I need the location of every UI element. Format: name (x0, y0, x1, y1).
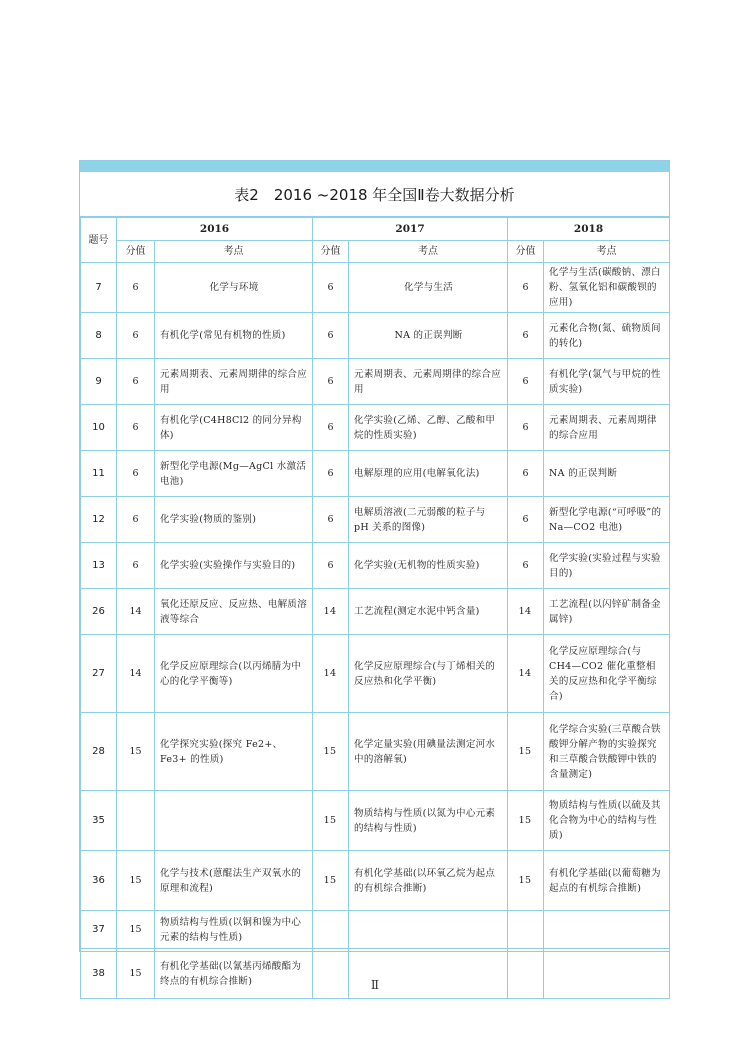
topic-2017: 化学反应原理综合(与丁烯相关的反应热和化学平衡) (349, 635, 508, 713)
topic-2018: NA 的正误判断 (544, 451, 670, 497)
table-title: 表2 2016 ~2018 年全国Ⅱ卷大数据分析 (80, 172, 669, 217)
score-2018: 6 (508, 359, 544, 405)
topic-2016: 新型化学电源(Mg—AgCl 水激活电池) (155, 451, 313, 497)
question-number: 8 (81, 313, 117, 359)
score-2017: 6 (313, 263, 349, 313)
score-2016: 6 (117, 405, 155, 451)
table-row (81, 405, 670, 451)
score-2017: 6 (313, 451, 349, 497)
topic-2017: 化学定量实验(用碘量法测定河水中的溶解氧) (349, 713, 508, 791)
table-row (81, 791, 670, 851)
question-number: 7 (81, 263, 117, 313)
header-year-2017: 2017 (313, 218, 508, 241)
data-table (80, 217, 670, 999)
header-year-2016: 2016 (117, 218, 313, 241)
question-number: 28 (81, 713, 117, 791)
question-number: 13 (81, 543, 117, 589)
topic-2017: 物质结构与性质(以氮为中心元素的结构与性质) (349, 791, 508, 851)
score-2018: 6 (508, 543, 544, 589)
score-2016: 14 (117, 589, 155, 635)
score-2016: 6 (117, 497, 155, 543)
question-number: 38 (81, 949, 117, 999)
topic-2018: 化学实验(实验过程与实验目的) (544, 543, 670, 589)
topic-2018: 物质结构与性质(以硫及其化合物为中心的结构与性质) (544, 791, 670, 851)
table-row (81, 543, 670, 589)
score-2017: 14 (313, 589, 349, 635)
topic-2017: NA 的正误判断 (349, 313, 508, 359)
score-2017: 6 (313, 313, 349, 359)
topic-2017: 电解原理的应用(电解氧化法) (349, 451, 508, 497)
score-2018: 15 (508, 851, 544, 911)
score-2016: 6 (117, 543, 155, 589)
topic-2018: 有机化学(氯气与甲烷的性质实验) (544, 359, 670, 405)
question-number: 37 (81, 911, 117, 949)
score-2017: 14 (313, 635, 349, 713)
score-2018: 6 (508, 263, 544, 313)
topic-2018: 有机化学基础(以葡萄糖为起点的有机综合推断) (544, 851, 670, 911)
page-number: Ⅱ (370, 978, 380, 992)
score-2017: 6 (313, 543, 349, 589)
topic-2016: 化学与环境 (155, 263, 313, 313)
topic-2016: 化学实验(物质的鉴别) (155, 497, 313, 543)
table-row (81, 911, 670, 949)
topic-2018: 元素周期表、元素周期律的综合应用 (544, 405, 670, 451)
score-2017: 15 (313, 791, 349, 851)
table-row (81, 851, 670, 911)
question-number: 10 (81, 405, 117, 451)
score-2018: 6 (508, 405, 544, 451)
topic-2017: 化学与生活 (349, 263, 508, 313)
header-year-2018: 2018 (508, 218, 670, 241)
question-number: 35 (81, 791, 117, 851)
table-row (81, 589, 670, 635)
topic-2016 (155, 791, 313, 851)
topic-2016: 化学反应原理综合(以丙烯腈为中心的化学平衡等) (155, 635, 313, 713)
topic-2018: 化学与生活(碳酸钠、漂白粉、氢氧化铝和碳酸钡的应用) (544, 263, 670, 313)
score-2018: 15 (508, 791, 544, 851)
score-2016: 15 (117, 949, 155, 999)
score-2017: 6 (313, 405, 349, 451)
score-2017 (313, 911, 349, 949)
score-2016: 6 (117, 313, 155, 359)
question-number: 27 (81, 635, 117, 713)
topic-2016: 化学与技术(蒽醌法生产双氧水的原理和流程) (155, 851, 313, 911)
topic-2016: 化学实验(实验操作与实验目的) (155, 543, 313, 589)
table-row (81, 451, 670, 497)
header-topic-2016: 考点 (155, 241, 313, 263)
header-question-no: 题号 (81, 218, 117, 263)
topic-2017: 有机化学基础(以环氧乙烷为起点的有机综合推断) (349, 851, 508, 911)
question-number: 36 (81, 851, 117, 911)
header-score-2018: 分值 (508, 241, 544, 263)
topic-2016: 有机化学基础(以氰基丙烯酸酯为终点的有机综合推断) (155, 949, 313, 999)
header-topic-2018: 考点 (544, 241, 670, 263)
score-2018: 6 (508, 313, 544, 359)
score-2016: 15 (117, 851, 155, 911)
topic-2017: 化学实验(乙烯、乙醇、乙酸和甲烷的性质实验) (349, 405, 508, 451)
table-row (81, 263, 670, 313)
score-2016: 6 (117, 263, 155, 313)
topic-2016: 物质结构与性质(以铜和镍为中心元素的结构与性质) (155, 911, 313, 949)
score-2018: 14 (508, 589, 544, 635)
data-table-frame (79, 160, 670, 987)
score-2017: 6 (313, 359, 349, 405)
question-number: 11 (81, 451, 117, 497)
score-2017: 15 (313, 713, 349, 791)
table-row (81, 635, 670, 713)
topic-2016: 元素周期表、元素周期律的综合应用 (155, 359, 313, 405)
table-row (81, 713, 670, 791)
table-row (81, 497, 670, 543)
header-topic-2017: 考点 (349, 241, 508, 263)
score-2016: 6 (117, 451, 155, 497)
score-2018: 6 (508, 451, 544, 497)
question-number: 26 (81, 589, 117, 635)
topic-2018 (544, 911, 670, 949)
score-2018: 15 (508, 713, 544, 791)
score-2016 (117, 791, 155, 851)
topic-2018: 化学综合实验(三草酸合铁酸钾分解产物的实验探究和三草酸合铁酸钾中铁的含量测定) (544, 713, 670, 791)
question-number: 9 (81, 359, 117, 405)
topic-2018: 化学反应原理综合(与 CH4—CO2 催化重整相关的反应热和化学平衡综合) (544, 635, 670, 713)
topic-2017: 工艺流程(测定水泥中钙含量) (349, 589, 508, 635)
score-2017: 6 (313, 497, 349, 543)
topic-2018: 工艺流程(以闪锌矿制备金属锌) (544, 589, 670, 635)
topic-2016: 有机化学(C4H8Cl2 的同分异构体) (155, 405, 313, 451)
header-score-2016: 分值 (117, 241, 155, 263)
score-2016: 15 (117, 713, 155, 791)
topic-2016: 化学探究实验(探究 Fe2+、Fe3+ 的性质) (155, 713, 313, 791)
table-row (81, 313, 670, 359)
score-2018: 14 (508, 635, 544, 713)
topic-2016: 氧化还原反应、反应热、电解质溶液等综合 (155, 589, 313, 635)
table-row (81, 359, 670, 405)
table-top-bar (80, 161, 669, 172)
score-2016: 14 (117, 635, 155, 713)
topic-2018: 新型化学电源(“可呼吸”的 Na—CO2 电池) (544, 497, 670, 543)
topic-2017: 化学实验(无机物的性质实验) (349, 543, 508, 589)
topic-2017 (349, 911, 508, 949)
topic-2017: 元素周期表、元素周期律的综合应用 (349, 359, 508, 405)
score-2018 (508, 911, 544, 949)
topic-2018: 元素化合物(氮、硫物质间的转化) (544, 313, 670, 359)
header-score-2017: 分值 (313, 241, 349, 263)
score-2018: 6 (508, 497, 544, 543)
question-number: 12 (81, 497, 117, 543)
score-2017: 15 (313, 851, 349, 911)
score-2016: 15 (117, 911, 155, 949)
score-2016: 6 (117, 359, 155, 405)
topic-2017: 电解质溶液(二元弱酸的粒子与 pH 关系的图像) (349, 497, 508, 543)
topic-2016: 有机化学(常见有机物的性质) (155, 313, 313, 359)
